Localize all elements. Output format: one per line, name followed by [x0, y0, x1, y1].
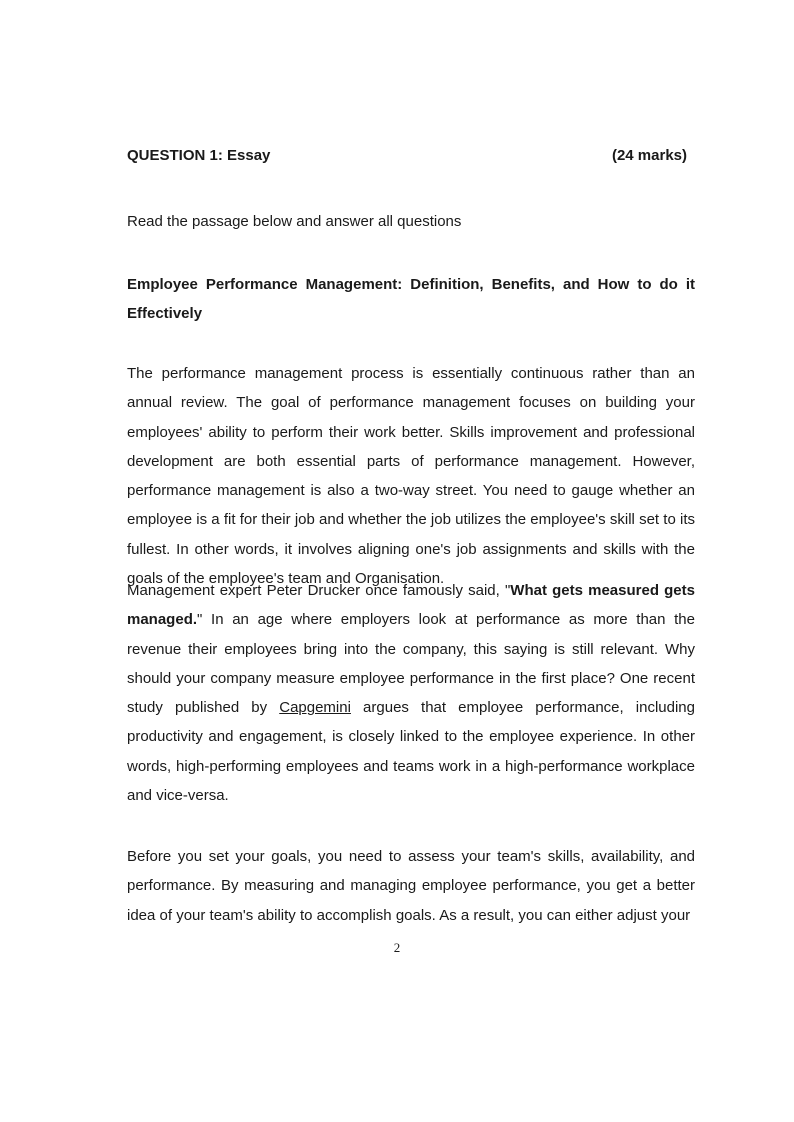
capgemini-link[interactable]: Capgemini [279, 699, 351, 717]
paragraph-3: Before you set your goals, you need to assess your team's skills, availability, and performance. By measuring and managing employee performance, you get a better idea of your team's ability to accomplish goals. As a result, you can either adjust your [127, 848, 695, 924]
question-marks: (24 marks) [611, 147, 687, 164]
question-header [127, 147, 687, 164]
paragraph-1: The performance management process is essentially continuous rather than an annual review. The goal of performance management focuses on building your employees' ability to perform their work better. Skills improvement and professional development are both essential parts of performance management. However, performance management is also a two-way street. You need to gauge whether an employee is a fit for their job and whether the job utilizes the employee's skill set to its fullest. In other words, it involves aligning one's job assignments and skills with the goals of the employee's team and Organisation. [127, 365, 695, 588]
paragraph-2 [127, 576, 695, 810]
paragraph-2-intro: Management expert Peter Drucker once famously said, " [127, 582, 511, 599]
passage-title: Employee Performance Management: Definition, Benefits, and How to do it Effectively [127, 276, 695, 322]
page-number: 2 [393, 940, 401, 955]
paragraph-2-end: argues that employee performance, including productivity and engagement, is closely linked to the employee experience. In other words, high-performing employees and teams work in a high-performance workplace and vice-versa. [127, 699, 695, 805]
drucker-quote: What gets measured gets managed. [127, 582, 695, 629]
instruction-text: Read the passage below and answer all questions [127, 213, 462, 230]
question-label: QUESTION 1: Essay [127, 147, 271, 164]
paragraph-2-middle: " In an age where employers look at performance as more than the revenue their employees bring into the company, this saying is still relevant. Why should your company measure employee performance in the first place? One recent study published by [127, 611, 695, 717]
